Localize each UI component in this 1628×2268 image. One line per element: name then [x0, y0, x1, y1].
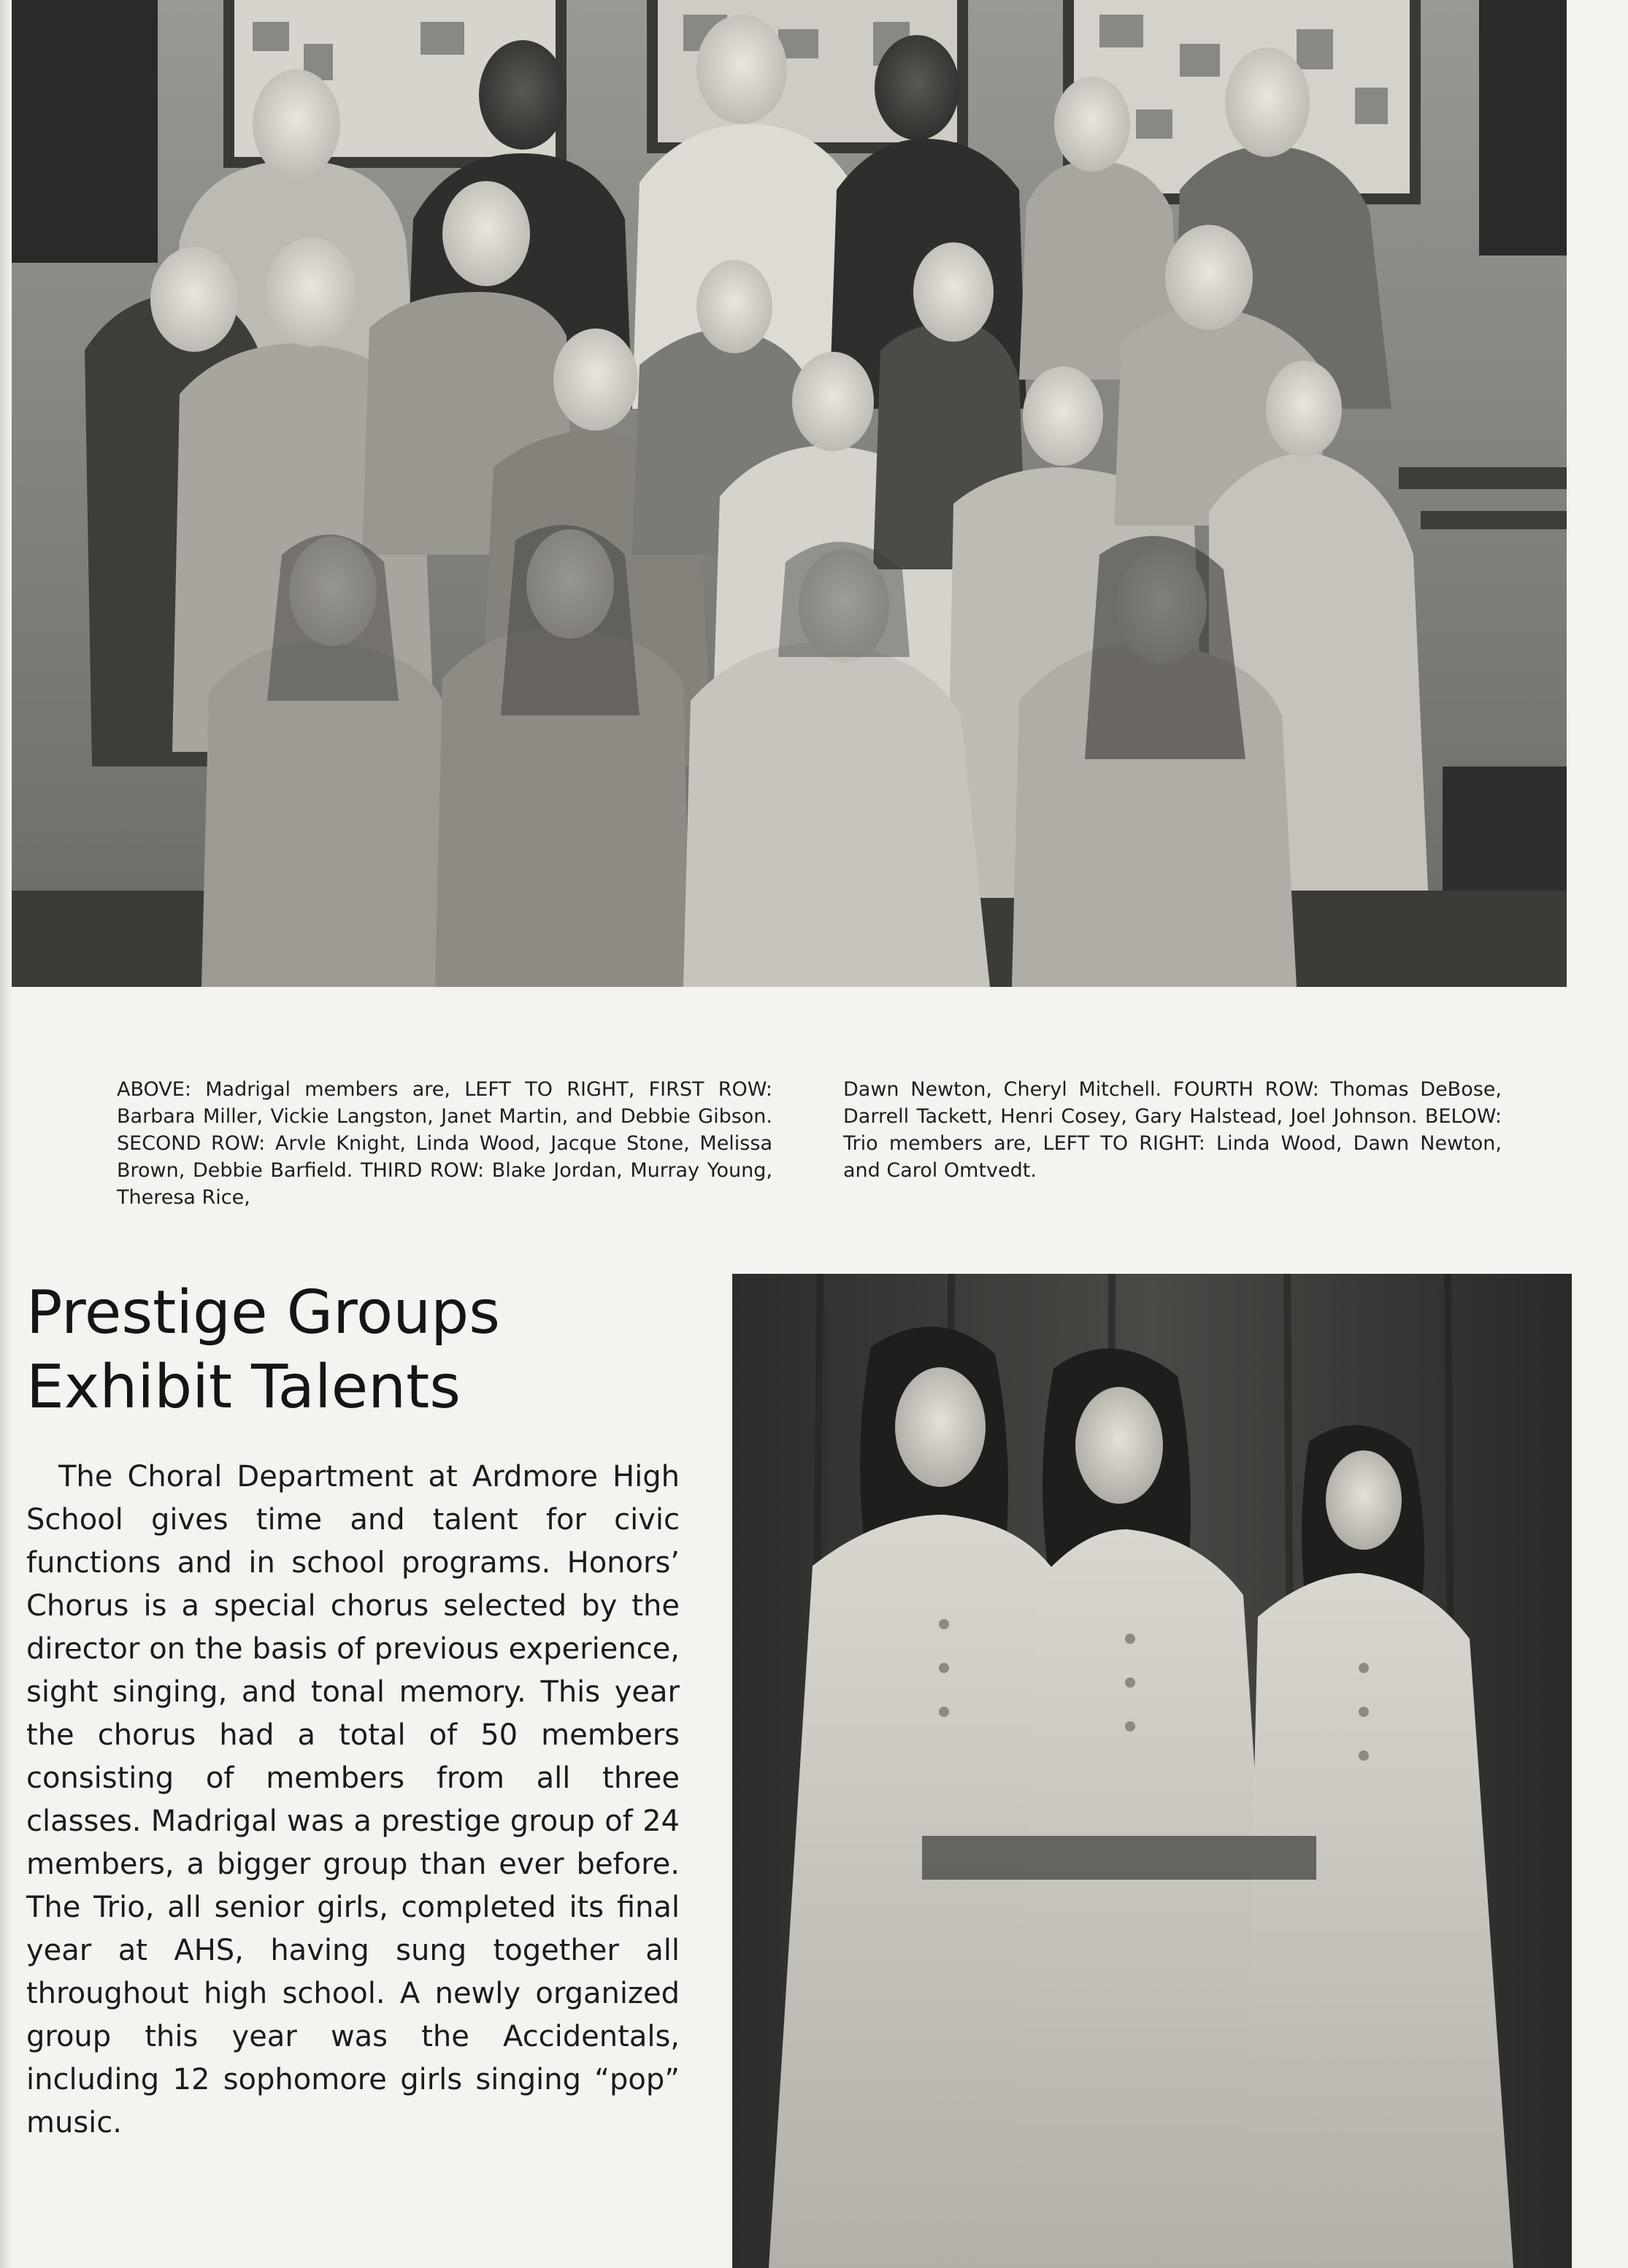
article-headline	[26, 1276, 713, 1425]
page-gutter-shadow	[0, 0, 12, 2268]
photo-caption-left: ABOVE: Madrigal members are, LEFT TO RIGHT, FIRST ROW: Barbara Miller, Vickie Langston, Janet Martin, and Debbie Gibson. SECOND ROW: Arvle Knight, Linda Wood, Jacque Stone, Melissa Brown, Debbie Barfield. THIRD ROW: Blake Jordan, Murray Young, Theresa Rice,	[117, 1078, 772, 1209]
headline-line-2: Exhibit Talents	[26, 1353, 461, 1422]
article-body: The Choral Department at Ardmore High School gives time and talent for civic functions and in school programs. Honors’ Chorus is a special chorus selected by the director on the basis of previous experience, sight singing, and tonal memory. This year the chorus had a total of 50 members consisting of members from all three classes. Madrigal was a prestige group of 24 members, a bigger group than ever before. The Trio, all senior girls, completed its final year at AHS, having sung together all throughout high school. A newly organized group this year was the Accidentals, including 12 sophomore girls singing “pop” music.	[26, 1460, 680, 2140]
headline-line-1: Prestige Groups	[26, 1278, 500, 1348]
photo-caption-right: Dawn Newton, Cheryl Mitchell. FOURTH ROW: Thomas DeBose, Darrell Tackett, Henri Cosey, Gary Halstead, Joel Johnson. BELOW: Trio members are, LEFT TO RIGHT: Linda Wood, Dawn Newton, and Carol Omtvedt.	[843, 1078, 1502, 1182]
madrigal-group-photo	[12, 0, 1567, 987]
trio-photo	[732, 1274, 1572, 2268]
